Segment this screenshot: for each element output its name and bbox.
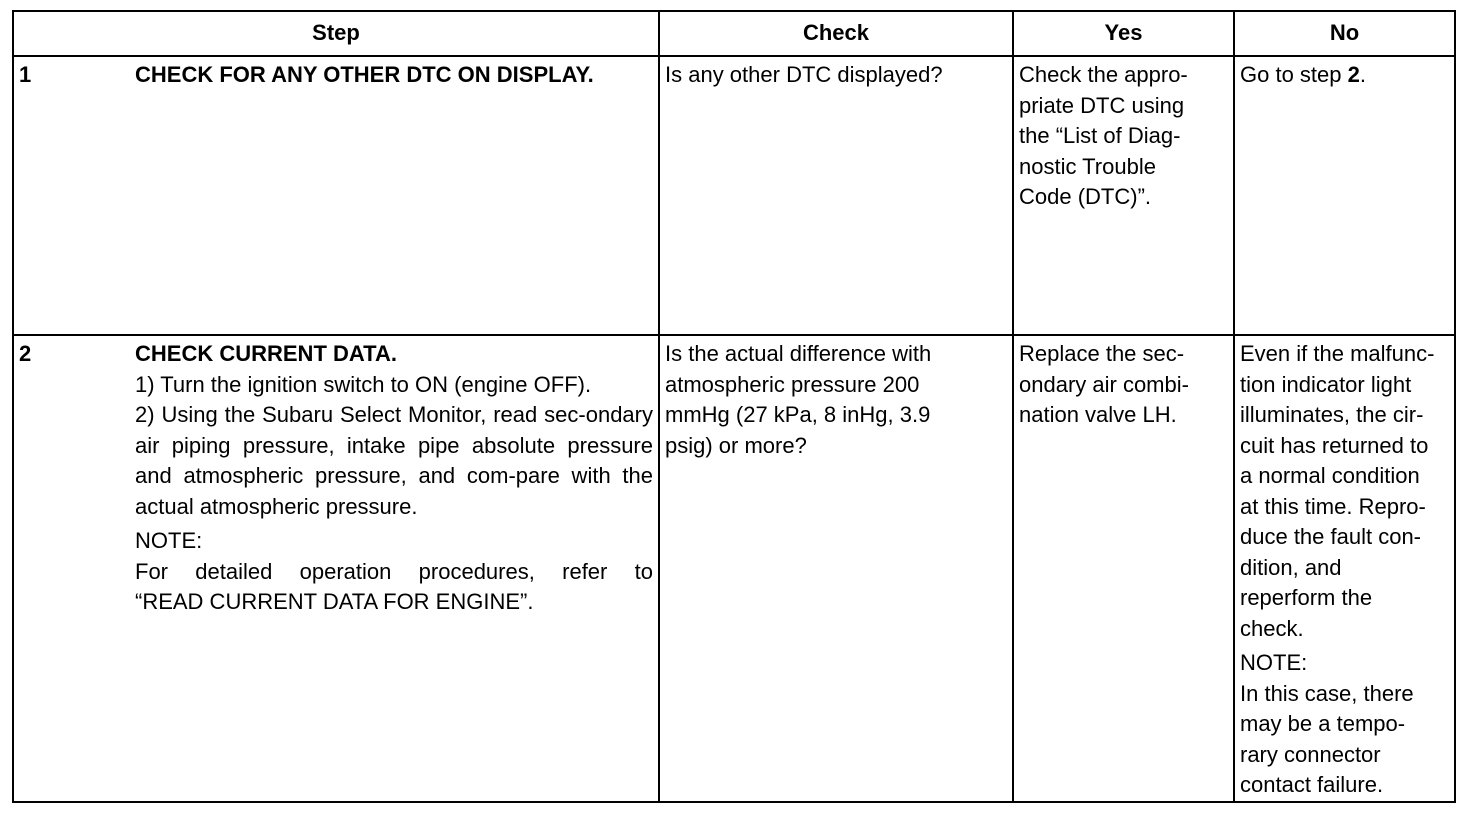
header-row [13,11,1455,56]
note-text: “READ CURRENT DATA FOR ENGINE”. [135,589,534,614]
note-label: NOTE: [135,528,203,553]
header-step: Step [13,11,659,56]
diagnostic-table [12,10,1456,803]
step-number: 2 [19,341,32,366]
table-row [13,335,1455,802]
no-line: check. [1240,615,1304,641]
check-cell [659,335,1013,802]
substep: 1) Turn the ignition switch to ON (engine OFF). [135,371,592,397]
no-note-line: contact failure. [1240,772,1384,797]
yes-cell [1013,56,1234,335]
yes-line: nostic Trouble [1019,153,1156,179]
check-line: Is the actual difference with [665,341,932,366]
yes-line: Check the appro- [1019,62,1188,87]
no-cell [1234,56,1455,335]
header-no: No [1234,11,1455,56]
check-cell [659,56,1013,335]
no-text-suffix: . [1359,62,1366,87]
no-note-line: rary connector [1240,741,1381,767]
check-line: psig) or more? [665,432,807,458]
step-cell [13,335,659,802]
no-line: illuminates, the cir- [1240,402,1424,427]
no-line: at this time. Repro- [1240,493,1426,519]
check-line: atmospheric pressure 200 [665,371,920,397]
yes-cell [1013,335,1234,802]
no-line: dition, and [1240,554,1342,580]
step-title: CHECK FOR ANY OTHER DTC ON DISPLAY. [135,62,594,87]
check-line: mmHg (27 kPa, 8 inHg, 3.9 [665,402,931,427]
step-cell [13,56,659,335]
no-note-label: NOTE: [1240,650,1308,675]
yes-line: priate DTC using [1019,92,1185,118]
no-line: duce the fault con- [1240,524,1422,549]
header-check: Check [659,11,1013,56]
no-line: reperform the [1240,585,1373,610]
no-note-line: In this case, there [1240,680,1414,706]
no-note-line: may be a tempo- [1240,711,1406,736]
header-yes: Yes [1013,11,1234,56]
step-number: 1 [19,62,32,87]
no-text-prefix: Go to step [1240,62,1348,87]
yes-line: Replace the sec- [1019,341,1185,366]
note-text: For detailed operation procedures, refer to [135,558,653,584]
yes-line: Code (DTC)”. [1019,184,1152,209]
yes-line: nation valve LH. [1019,402,1177,427]
no-line: cuit has returned to [1240,432,1429,458]
no-line: a normal condition [1240,463,1420,488]
check-text: Is any other DTC displayed? [665,62,943,87]
step-title: CHECK CURRENT DATA. [135,341,397,366]
no-line: Even if the malfunc- [1240,341,1435,366]
no-cell [1234,335,1455,802]
no-step-ref: 2 [1347,62,1360,87]
yes-line: the “List of Diag- [1019,123,1181,148]
table-row [13,56,1455,335]
no-line: tion indicator light [1240,371,1412,397]
substep: 2) Using the Subaru Select Monitor, read sec-ondary air piping pressure, intake pipe absolute pressure and atmospheric pressure, and com-pare with the actual atmospheric pressure. [135,402,653,519]
yes-line: ondary air combi- [1019,371,1189,397]
